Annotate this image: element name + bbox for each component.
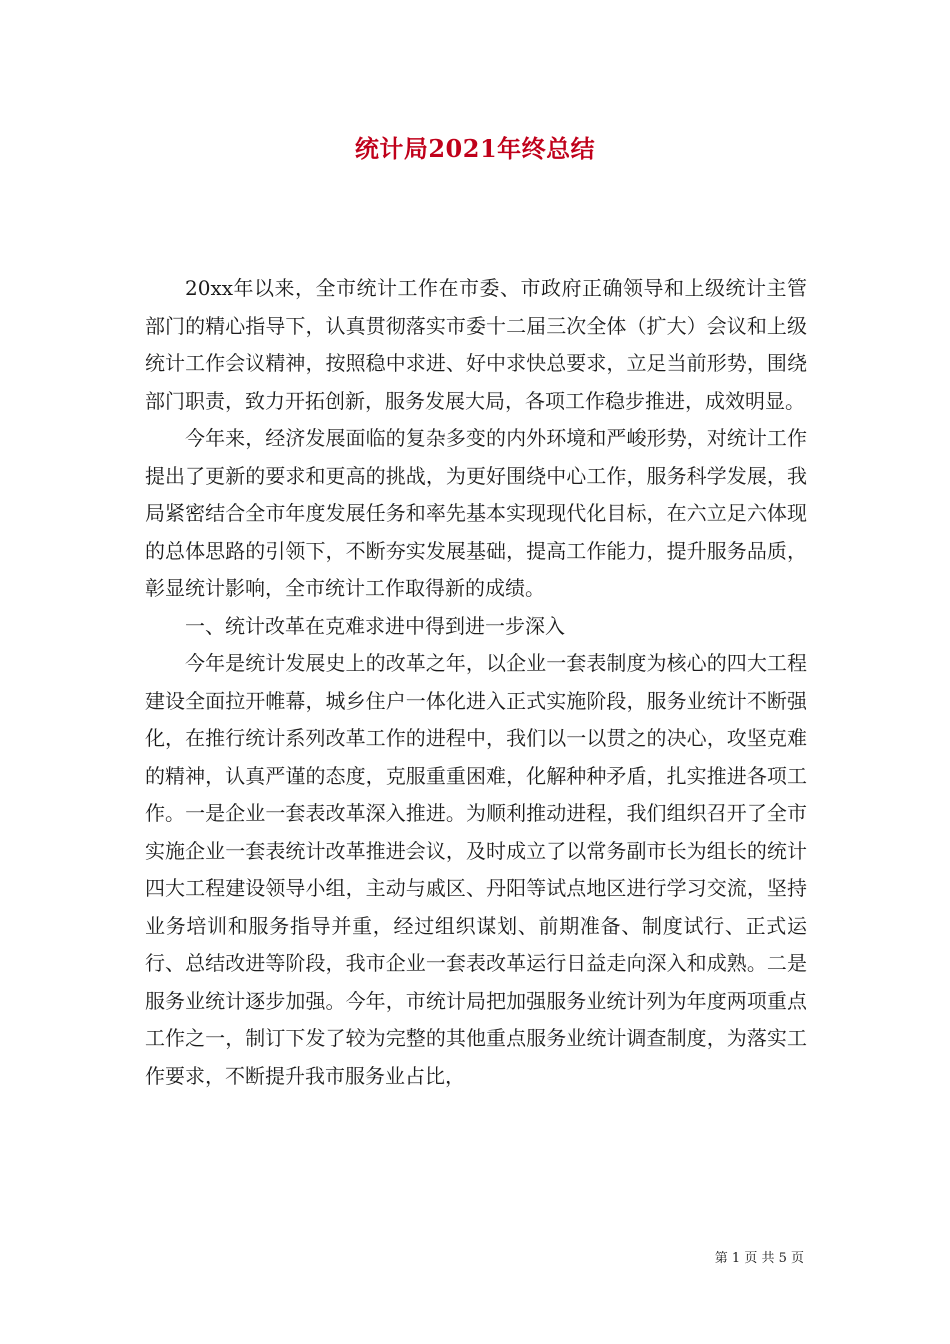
paragraph-context: 今年来，经济发展面临的复杂多变的内外环境和严峻形势，对统计工作提出了更新的要求和更高的挑战，为更好围绕中心工作，服务科学发展，我局紧密结合全市年度发展任务和率先基本实现现代化目标，在六立足六体现的总体思路的引领下，不断夯实发展基础，提高工作能力，提升服务品质，彰显统计影响，全市统计工作取得新的成绩。: [145, 426, 807, 600]
page-number: 第 1 页 共 5 页: [714, 1251, 804, 1266]
section-heading-1: 一、统计改革在克难求进中得到进一步深入: [185, 613, 565, 638]
document-body: [145, 270, 807, 1095]
document-title: 统计局2021年终总结: [354, 134, 596, 163]
paragraph-reform: 今年是统计发展史上的改革之年，以企业一套表制度为核心的四大工程建设全面拉开帷幕，城乡住户一体化进入正式实施阶段，服务业统计不断强化，在推行统计系列改革工作的进程中，我们以一以贯之的决心，攻坚克难的精神，认真严谨的态度，克服重重困难，化解种种矛盾，扎实推进各项工作。一是企业一套表改革深入推进。为顺利推动进程，我们组织召开了全市实施企业一套表统计改革推进会议，及时成立了以常务副市长为组长的统计四大工程建设领导小组，主动与戚区、丹阳等试点地区进行学习交流，坚持业务培训和服务指导并重，经过组织谋划、前期准备、制度试行、正式运行、总结改进等阶段，我市企业一套表改革运行日益走向深入和成熟。二是服务业统计逐步加强。今年，市统计局把加强服务业统计列为年度两项重点工作之一，制订下发了较为完整的其他重点服务业统计调查制度，为落实工作要求，不断提升我市服务业占比，: [145, 651, 807, 1088]
paragraph-intro: 20xx年以来，全市统计工作在市委、市政府正确领导和上级统计主管部门的精心指导下，认真贯彻落实市委十二届三次全体（扩大）会议和上级统计工作会议精神，按照稳中求进、好中求快总要求，立足当前形势，围绕部门职责，致力开拓创新，服务发展大局，各项工作稳步推进，成效明显。: [145, 276, 807, 413]
